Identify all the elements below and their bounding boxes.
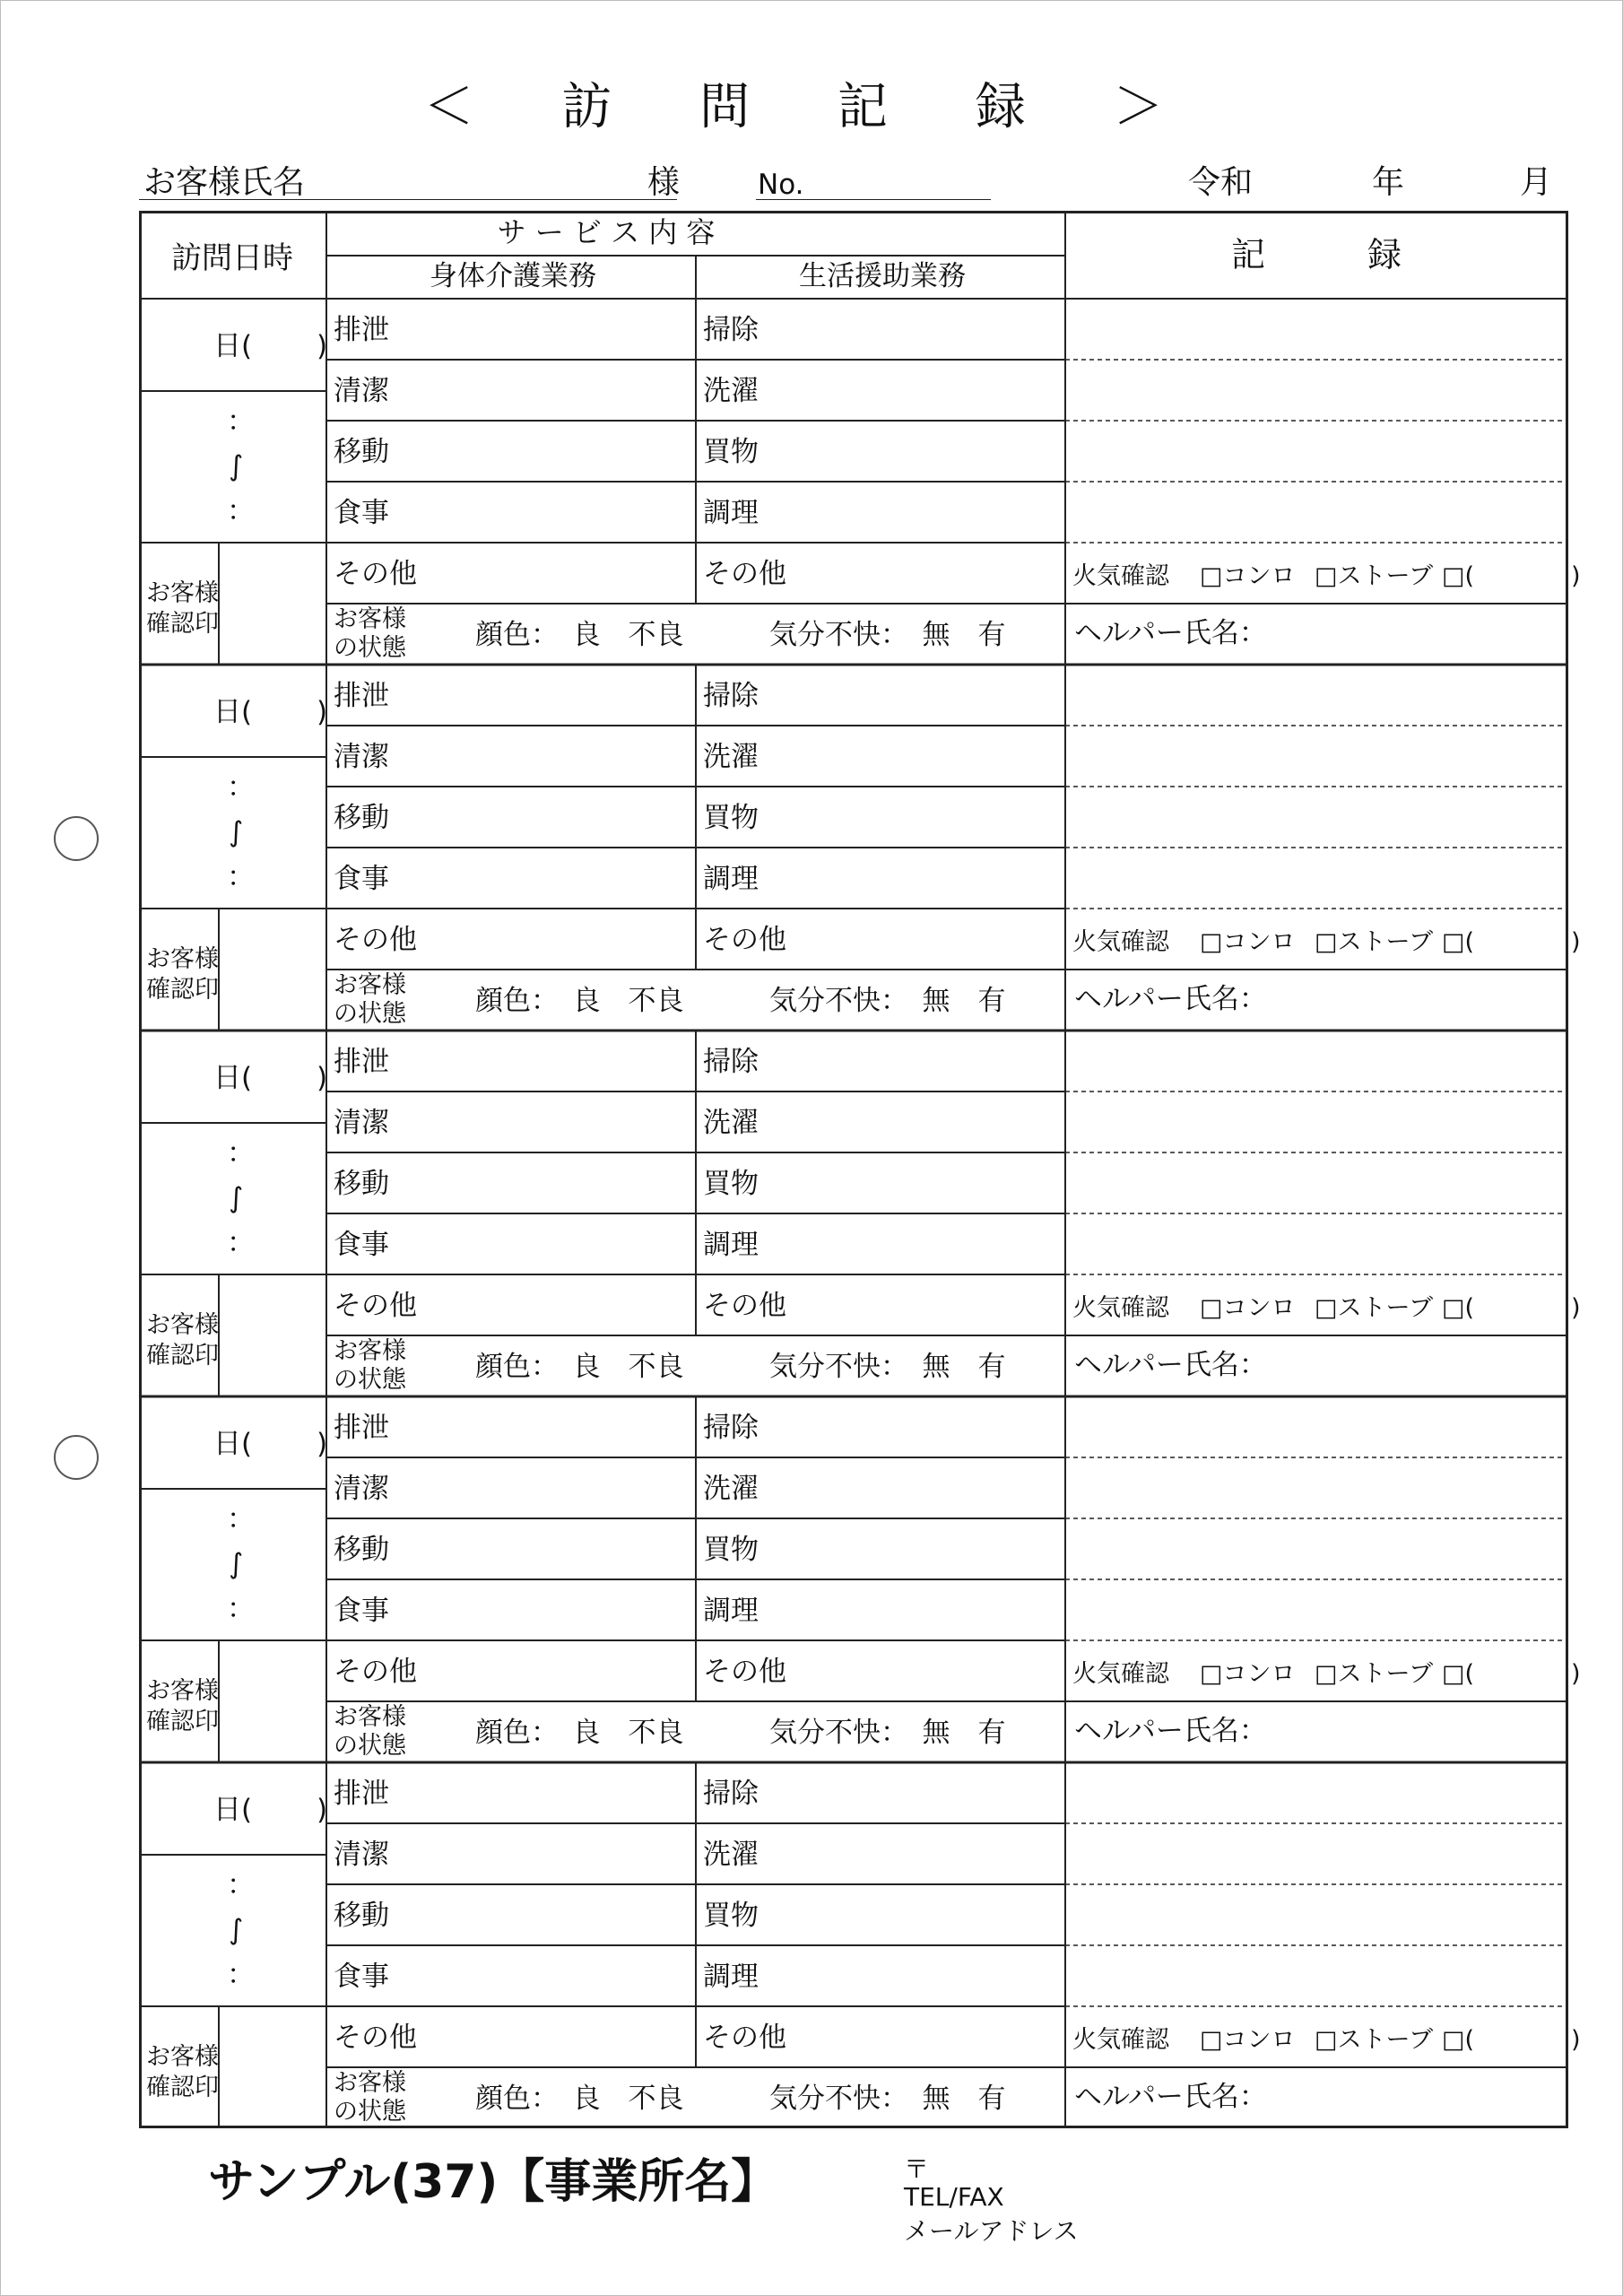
start-time-colon: ： [227, 405, 255, 438]
life-support-item: 調理 [703, 863, 759, 895]
stove-checkbox: □コンロ [1200, 562, 1296, 590]
life-support-item: 掃除 [703, 314, 759, 346]
life-support-item: 買物 [703, 436, 759, 468]
start-time-colon: ： [227, 1869, 255, 1901]
life-support-item: 洗濯 [703, 741, 759, 773]
customer-stamp-label: お客様 [146, 1677, 219, 1705]
condition-label: お客様 [334, 2069, 406, 2097]
helper-name-label: ヘルパー氏名： [1074, 983, 1267, 1015]
binder-hole [54, 1435, 99, 1480]
physical-care-item: 移動 [334, 1900, 389, 1932]
visit-day-field: 日( ) [213, 1062, 328, 1094]
life-support-item: 買物 [703, 1168, 759, 1200]
other-checkbox: □( ) [1442, 1660, 1581, 1688]
fire-check-label: 火気確認 [1072, 2026, 1169, 2054]
other-checkbox: □( ) [1442, 928, 1581, 956]
customer-stamp-label: お客様 [146, 579, 219, 607]
life-support-item: 調理 [703, 1229, 759, 1261]
heater-checkbox: □ストーブ [1315, 1294, 1434, 1322]
life-support-item: 買物 [703, 1900, 759, 1932]
physical-care-item: その他 [334, 1656, 417, 1688]
start-time-colon: ： [227, 771, 255, 804]
discomfort-options: 気分不快： 無 有 [769, 1717, 1006, 1749]
physical-care-item: その他 [334, 2022, 417, 2054]
physical-care-item: 移動 [334, 436, 389, 468]
end-time-colon: ： [227, 1593, 255, 1625]
discomfort-options: 気分不快： 無 有 [769, 985, 1006, 1017]
life-support-item: その他 [703, 2022, 786, 2054]
condition-label: お客様 [334, 1703, 406, 1731]
other-checkbox: □( ) [1442, 562, 1581, 590]
end-time-colon: ： [227, 1959, 255, 1991]
condition-label: の状態 [334, 1366, 406, 1394]
physical-care-item: 食事 [334, 1961, 389, 1993]
visit-day-field: 日( ) [213, 696, 328, 728]
visit-day-field: 日( ) [213, 330, 328, 362]
fire-check-label: 火気確認 [1072, 562, 1169, 590]
end-time-colon: ： [227, 861, 255, 893]
condition-label: お客様 [334, 1337, 406, 1365]
physical-care-item: 排泄 [334, 1778, 389, 1810]
visit-record-table [139, 211, 1581, 2128]
binder-hole [54, 816, 99, 861]
customer-stamp-label: 確認印 [146, 976, 219, 1004]
office-sample-name: サンプル(37)【事業所名】 [208, 2155, 778, 2209]
heater-checkbox: □ストーブ [1315, 2026, 1434, 2054]
physical-care-item: 移動 [334, 1534, 389, 1566]
life-support-item: 洗濯 [703, 1107, 759, 1139]
heater-checkbox: □ストーブ [1315, 562, 1434, 590]
life-support-item: 買物 [703, 802, 759, 834]
life-support-item: 洗濯 [703, 1473, 759, 1505]
physical-care-item: その他 [334, 924, 417, 956]
tel-fax-label: TEL/FAX [904, 2182, 1004, 2212]
fire-check-label: 火気確認 [1072, 1660, 1169, 1688]
email-label: メールアドレス [904, 2216, 1079, 2246]
life-support-item: 買物 [703, 1534, 759, 1566]
complexion-options: 顔色： 良 不良 [475, 1351, 684, 1383]
visit-datetime-header: 訪問日時 [171, 240, 293, 276]
physical-care-item: 食事 [334, 1595, 389, 1627]
postal-mark: 〒 [904, 2154, 930, 2184]
life-support-item: その他 [703, 1656, 786, 1688]
life-support-item: 洗濯 [703, 375, 759, 407]
physical-care-item: 食事 [334, 497, 389, 529]
helper-name-label: ヘルパー氏名： [1074, 617, 1267, 649]
start-time-colon: ： [227, 1503, 255, 1535]
customer-stamp-label: お客様 [146, 945, 219, 973]
other-checkbox: □( ) [1442, 1294, 1581, 1322]
fire-check-label: 火気確認 [1072, 1294, 1169, 1322]
other-checkbox: □( ) [1442, 2026, 1581, 2054]
physical-care-item: 排泄 [334, 1046, 389, 1078]
life-support-item: 調理 [703, 1961, 759, 1993]
physical-care-item: その他 [334, 558, 417, 590]
service-content-header: サ ー ビ ス 内 容 [497, 215, 716, 249]
complexion-options: 顔色： 良 不良 [475, 985, 684, 1017]
customer-stamp-label: お客様 [146, 1311, 219, 1339]
end-time-colon: ： [227, 495, 255, 527]
visit-day-field: 日( ) [213, 1428, 328, 1460]
life-support-item: 掃除 [703, 1778, 759, 1810]
life-support-item: 掃除 [703, 680, 759, 712]
physical-care-item: 排泄 [334, 680, 389, 712]
stove-checkbox: □コンロ [1200, 928, 1296, 956]
complexion-options: 顔色： 良 不良 [475, 1717, 684, 1749]
heater-checkbox: □ストーブ [1315, 928, 1434, 956]
customer-name-field[interactable] [139, 199, 677, 200]
condition-label: の状態 [334, 1000, 406, 1028]
page-title: ＜ 訪 問 記 録 ＞ [423, 78, 1200, 136]
physical-care-item: 移動 [334, 1168, 389, 1200]
helper-name-label: ヘルパー氏名： [1074, 1349, 1267, 1381]
condition-label: の状態 [334, 1732, 406, 1760]
physical-care-item: 清潔 [334, 741, 389, 773]
life-support-item: 洗濯 [703, 1839, 759, 1871]
number-label: No. [758, 169, 804, 201]
helper-name-label: ヘルパー氏名： [1074, 2081, 1267, 2113]
complexion-options: 顔色： 良 不良 [475, 619, 684, 651]
number-field[interactable] [756, 199, 991, 200]
time-range-tilde: ∫ [229, 450, 244, 483]
time-range-tilde: ∫ [229, 1182, 244, 1214]
start-time-colon: ： [227, 1137, 255, 1170]
physical-care-item: 排泄 [334, 314, 389, 346]
record-header: 記 録 [1230, 235, 1402, 274]
life-support-item: その他 [703, 1290, 786, 1322]
year-label: 年 [1372, 164, 1405, 201]
time-range-tilde: ∫ [229, 1548, 244, 1580]
physical-care-header: 身体介護業務 [430, 260, 596, 292]
complexion-options: 顔色： 良 不良 [475, 2083, 684, 2115]
month-label: 月 [1520, 164, 1553, 201]
helper-name-label: ヘルパー氏名： [1074, 1715, 1267, 1747]
era-label: 令和 [1188, 164, 1254, 201]
visit-day-field: 日( ) [213, 1794, 328, 1826]
life-support-item: 調理 [703, 497, 759, 529]
condition-label: の状態 [334, 2098, 406, 2126]
stove-checkbox: □コンロ [1200, 1294, 1296, 1322]
customer-stamp-label: 確認印 [146, 1342, 219, 1370]
physical-care-item: 清潔 [334, 1107, 389, 1139]
customer-stamp-label: 確認印 [146, 610, 219, 638]
customer-stamp-label: 確認印 [146, 2074, 219, 2101]
life-support-item: その他 [703, 558, 786, 590]
end-time-colon: ： [227, 1227, 255, 1259]
customer-stamp-label: 確認印 [146, 1708, 219, 1735]
physical-care-item: 移動 [334, 802, 389, 834]
physical-care-item: 食事 [334, 863, 389, 895]
life-support-item: 調理 [703, 1595, 759, 1627]
heater-checkbox: □ストーブ [1315, 1660, 1434, 1688]
discomfort-options: 気分不快： 無 有 [769, 1351, 1006, 1383]
physical-care-item: 排泄 [334, 1412, 389, 1444]
discomfort-options: 気分不快： 無 有 [769, 619, 1006, 651]
physical-care-item: 清潔 [334, 1473, 389, 1505]
physical-care-item: 食事 [334, 1229, 389, 1261]
life-support-header: 生活援助業務 [799, 260, 966, 292]
honorific-label: 様 [647, 164, 681, 201]
life-support-item: その他 [703, 924, 786, 956]
condition-label: お客様 [334, 605, 406, 633]
discomfort-options: 気分不快： 無 有 [769, 2083, 1006, 2115]
stove-checkbox: □コンロ [1200, 2026, 1296, 2054]
life-support-item: 掃除 [703, 1046, 759, 1078]
condition-label: の状態 [334, 634, 406, 662]
life-support-item: 掃除 [703, 1412, 759, 1444]
physical-care-item: 清潔 [334, 1839, 389, 1871]
condition-label: お客様 [334, 971, 406, 999]
time-range-tilde: ∫ [229, 816, 244, 848]
customer-name-label: お客様氏名 [143, 164, 306, 201]
fire-check-label: 火気確認 [1072, 928, 1169, 956]
time-range-tilde: ∫ [229, 1914, 244, 1946]
customer-stamp-label: お客様 [146, 2043, 219, 2071]
physical-care-item: 清潔 [334, 375, 389, 407]
stove-checkbox: □コンロ [1200, 1660, 1296, 1688]
physical-care-item: その他 [334, 1290, 417, 1322]
